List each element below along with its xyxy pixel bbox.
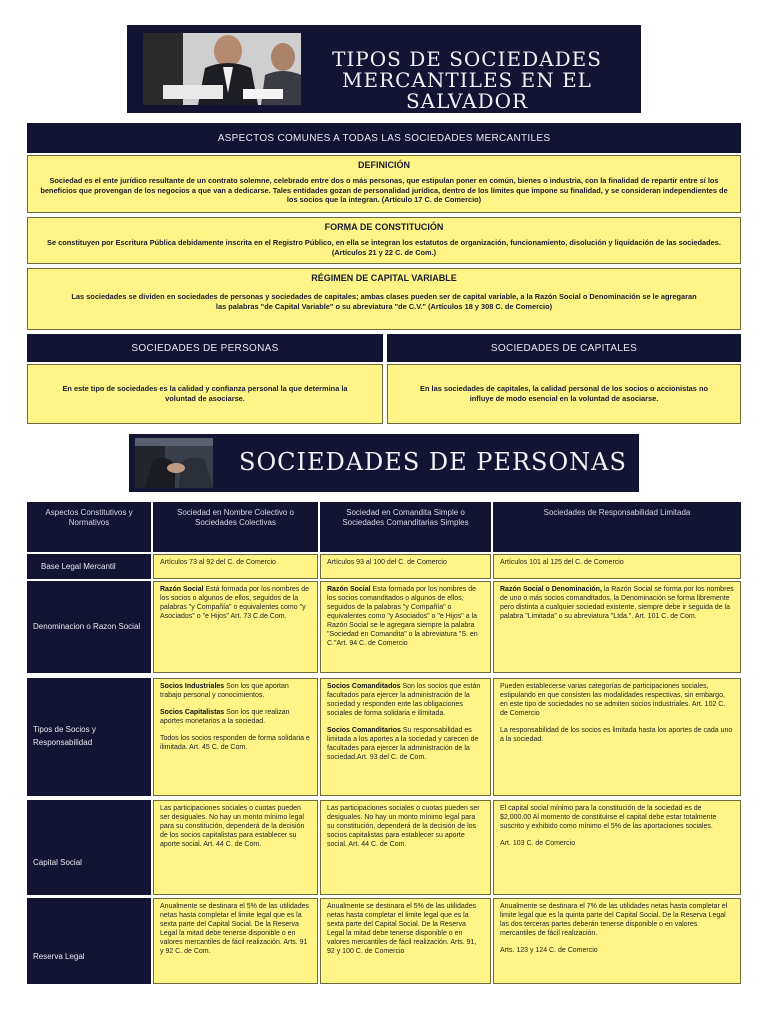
constitution-text: Se constituyen por Escritura Pública debidamente inscrita en el Registro Público, en ella se integran los estatutos de organización, funcionamiento, disolución y liquidación de las sociedades. (Artículos 21 y 22 C. de Com.) (47, 238, 721, 257)
capital-limitada-articulo: Art. 103 C. de Comercio (500, 839, 576, 847)
capitales-description-box (387, 364, 741, 424)
capital-limitada (493, 800, 741, 895)
tipos-colectivo (153, 678, 318, 796)
socios-comanditarios-text: Su responsabilidad es limitada a los aportes a la sociedad y carecen de facultades para ejercer la administración de la sociedad.Art. 93 del C. de Com. (327, 726, 479, 761)
tipos-colectivo-responsabilidad: Todos los socios responden de forma solidaria e ilimitada. Art. 45 C. de Com. (160, 734, 310, 751)
reserva-colectivo: Anualmente se destinara el 5% de las utilidades netas hasta completar el limite legal que es la sexta parte del Capital Social. De la Reserva Legal la mitad debe tenerse disponible o en valores mercantiles de fácil realización. Arts. 91 y 92 C. de Com. (153, 898, 318, 984)
tipos-limitada-responsabilidad: La responsabilidad de los socios es limitada hasta los aportes de cada uno a la sociedad. (500, 726, 733, 743)
col-header-limitada: Sociedades de Responsabilidad Limitada (493, 502, 741, 552)
variable-capital-box (27, 268, 741, 330)
socios-capitalistas-label: Socios Capitalistas (160, 708, 225, 716)
base-legal-colectivo: Artículos 73 al 92 del C. de Comercio (153, 554, 318, 579)
reserva-limitada-texto: Anualmente se destinara el 7% de las utilidades netas hasta completar el limite legal que es la quinta parte del Capital Social. De la Reserva Legal las dos terceras partes deberán tenerse disponible o en valores mercantiles de fácil realización. (500, 903, 728, 937)
variable-capital-text: Las sociedades se dividen en sociedades de personas y sociedades de capitales; ambas clases pueden ser de capital variable, a la Razón Social o Denominación se le agregaran las palabras "de Capital Variable" o su abreviatura "de C.V." (Artículos 18 y 308 C. de Comercio) (71, 292, 697, 311)
tipos-limitada-categorias: Pueden establecerse varias categorías de participaciones sociales, estipulando en que consisten las modalidades respectivas, sin embargo, en este tipo de sociedades no se admiten socios industriales. Art. 102 C. de Comercio (500, 683, 726, 717)
capital-limitada-minimo: El capital social mínimo para la constitución de la sociedad es de $2,000.00 Al momento de constituirse el capital debe estar totalmente suscrito y exhibido como mínimo el 5% de las aportaciones sociales. (500, 805, 717, 830)
banner-title-line1: TIPOS DE SOCIEDADES (332, 47, 602, 71)
denominacion-colectivo (153, 581, 318, 673)
denominacion-limitada-text: la Razón Social se forma por los nombres de uno o más socios comanditados, la Denominación se forma libremente pero distinta a cualquier sociedad existente, siempre debe ir seguida de la palabra "Limitada" o su abreviatura "Ltda.". Art. 101 C. de Com. (500, 586, 734, 620)
definition-title: DEFINICIÓN (357, 160, 410, 170)
business-meeting-photo (143, 33, 301, 105)
tipos-limitada (493, 678, 741, 796)
personas-description: En este tipo de sociedades es la calidad y confianza personal la que determina la voluntad de asociarse. (62, 384, 348, 403)
definition-text: Sociedad es el ente jurídico resultante de un contrato solemne, celebrado entre dos o más personas, que estipulan poner en común, bienes o industria, con la finalidad de repartir entre sí los beneficios que provengan de los negocios a que van a dedicarse. Tales entidades gozan de personalidad jurídica, dentro de los límites que impone su finalidad, y se consideran independientes de los socios que la integran. (Artículo 17 C. de Comercio) (40, 176, 728, 205)
denominacion-colectivo-label: Razón Social (160, 586, 204, 593)
denominacion-comandita-label: Razón Social (327, 586, 371, 593)
denominacion-colectivo-text: Está formada por los nombres de los socios o algunos de ellos, seguidos de la palabras "y Compañía" o equivalentes como "y Asociados" o "e Hijos" Art. 73 C.de Com. (160, 586, 310, 620)
row-header-capital-social: Capital Social (27, 800, 151, 895)
capital-colectivo: Las participaciones sociales o cuotas pueden ser desiguales. No hay un monto mínimo legal para su constitución, dependerá de la decisión de los socios capitalistas para establecer su aporte social. Art. 44 C. de Com. (153, 800, 318, 895)
socios-capitalistas-text: Son los que realizan aportes monetarios a la sociedad. (160, 708, 290, 725)
row-header-base-legal: Base Legal Mercantil (27, 554, 151, 579)
row-header-denominacion: Denominacion o Razon Social (27, 581, 151, 673)
col-header-aspectos: Aspectos Constitutivos y Normativos (27, 502, 151, 552)
handshake-photo (135, 438, 213, 488)
socios-comanditados-label: Socios Comanditados (327, 683, 401, 690)
capital-comandita: Las participaciones sociales o cuotas pueden ser desiguales. No hay un monto mínimo legal para su constitución, dependerá de la decisión de los socios capitalistas para establecer su aporte social. Art. 44 C. de Com. (320, 800, 491, 895)
banner-title (307, 49, 627, 112)
constitution-box (27, 217, 741, 264)
socios-industriales-label: Socios Industriales (160, 683, 225, 690)
row-header-reserva-legal: Reserva Legal (27, 898, 151, 984)
capitales-header: SOCIEDADES DE CAPITALES (387, 334, 741, 362)
personas-banner (129, 434, 639, 492)
personas-description-box (27, 364, 383, 424)
reserva-limitada (493, 898, 741, 984)
banner-title-line2: MERCANTILES EN EL SALVADOR (342, 68, 592, 113)
denominacion-comandita (320, 581, 491, 673)
denominacion-limitada (493, 581, 741, 673)
tipos-comandita (320, 678, 491, 796)
reserva-limitada-articulo: Arts. 123 y 124 C. de Comercio (500, 946, 598, 954)
reserva-comandita: Anualmente se destinara el 5% de las utilidades netas hasta completar el limite legal que es la sexta parte del Capital Social. De la Reserva Legal la mitad debe tenerse disponible o en valores mercantiles de fácil realización. Arts. 91, 92 y 100 C. de Comercio (320, 898, 491, 984)
common-aspects-header: ASPECTOS COMUNES A TODAS LAS SOCIEDADES MERCANTILES (27, 123, 741, 153)
socios-comanditarios-label: Socios Comanditarios (327, 726, 401, 734)
socios-comanditados-text: Son los socios que están facultados para ejercer la administración de la sociedad y responden ente las obligaciones sociales de forma solidaria e ilimitada. (327, 683, 481, 717)
col-header-colectivo: Sociedad en Nombre Colectivo o Sociedades Colectivas (153, 502, 318, 552)
personas-banner-title: SOCIEDADES DE PERSONAS (239, 448, 627, 476)
capitales-description: En las sociedades de capitales, la calidad personal de los socios o accionistas no influye de modo esencial en la voluntad de asociarse. (420, 384, 708, 403)
base-legal-comandita: Artículos 93 al 100 del C. de Comercio (320, 554, 491, 579)
base-legal-limitada: Artículos 101 al 125 del C. de Comercio (493, 554, 741, 579)
title-banner (127, 25, 641, 113)
row-header-tipos-socios: Tipos de Socios y Responsabilidad (27, 678, 151, 796)
socios-industriales-text: Son los que aportan trabajo personal y conocimientos. (160, 683, 289, 699)
constitution-title: FORMA DE CONSTITUCIÓN (324, 222, 444, 232)
personas-header: SOCIEDADES DE PERSONAS (27, 334, 383, 362)
denominacion-limitada-label: Razón Social o Denominación, (500, 586, 602, 593)
variable-capital-title: RÉGIMEN DE CAPITAL VARIABLE (311, 273, 457, 283)
denominacion-comandita-text: Esta formada por los nombres de los socios comanditados o algunos de ellos, seguidos de la palabras "y Compañía" o equivalentes como "y Asociados" o "e Hijos" a la Razón Social se le agregara siempre la palabra "Sociedad en Comandita" o la abreviatura "S. en C."Art. 94 C. de Comercio (327, 586, 478, 647)
col-header-comandita: Sociedad en Comandita Simple o Sociedades Comanditarias Simples (320, 502, 491, 552)
definition-box (27, 155, 741, 213)
